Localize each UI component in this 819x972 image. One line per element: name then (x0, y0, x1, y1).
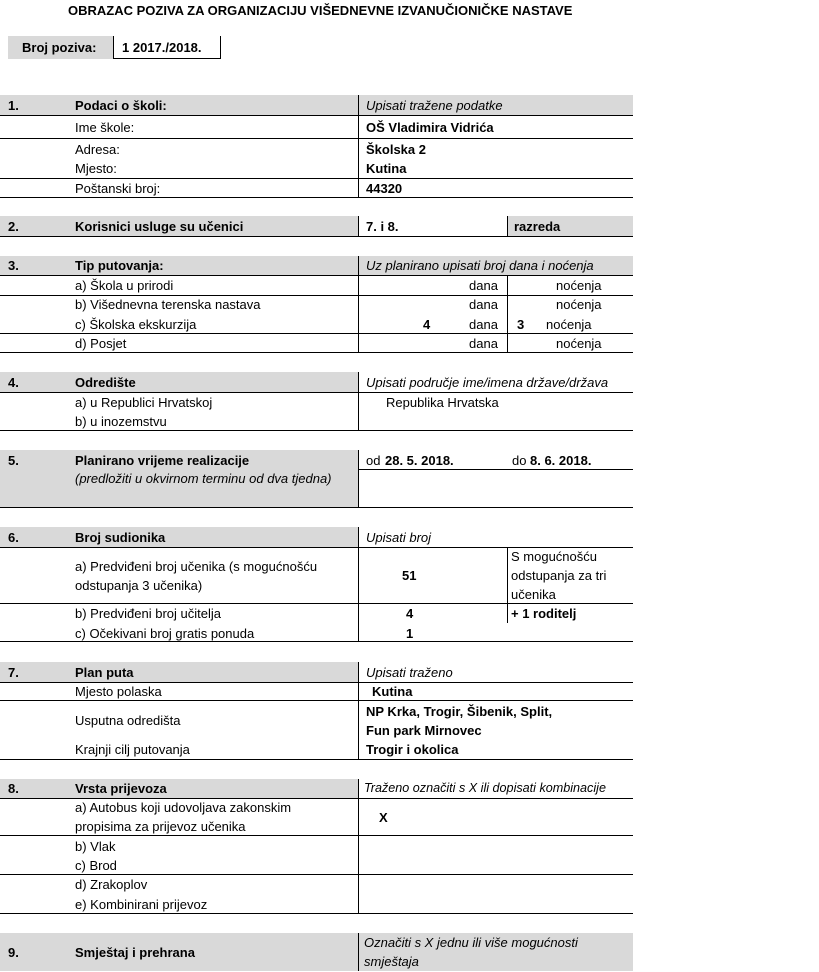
realizacija-od-value: 28. 5. 2018. (385, 453, 454, 468)
section-6-number: 6. (8, 530, 19, 545)
section-3-line-3 (0, 333, 633, 334)
usputna-odredista-value-1: NP Krka, Trogir, Šibenik, Split, (366, 704, 553, 719)
realizacija-do-label: do (512, 453, 527, 468)
section-2-divider-1 (358, 216, 359, 236)
broj-poziva-right-border (220, 36, 221, 59)
gratis-ponude-value: 1 (406, 626, 414, 641)
section-4-number: 4. (8, 375, 19, 390)
prijevoz-vlak-label: b) Vlak (75, 839, 116, 854)
realizacija-do-value: 8. 6. 2018. (530, 453, 592, 468)
section-8-hint: Traženo označiti s X ili dopisati kombinacije (364, 781, 606, 795)
section-6-header-bg (0, 527, 358, 547)
odrediste-ino-label: b) u inozemstvu (75, 414, 167, 429)
section-9-divider (358, 933, 359, 971)
prijevoz-zrakoplov-label: d) Zrakoplov (75, 877, 148, 892)
nocenja-label-c: noćenja (546, 317, 592, 332)
tip-nights-c: 3 (517, 317, 525, 332)
section-7-line-2 (0, 700, 633, 701)
tip-label-c: c) Školska ekskurzija (75, 317, 197, 332)
section-5-line-1 (358, 469, 633, 470)
nocenja-label-a: noćenja (556, 278, 602, 293)
tip-days-c: 4 (423, 317, 431, 332)
section-7-line-3 (0, 759, 633, 760)
section-8-number: 8. (8, 781, 19, 796)
tip-label-a: a) Škola u prirodi (75, 278, 174, 293)
broj-poziva-bottom-border (113, 58, 221, 59)
dana-label-a: dana (469, 278, 498, 293)
prijevoz-kombinirani-label: e) Kombinirani prijevoz (75, 897, 208, 912)
mjesto-polaska-value: Kutina (372, 684, 413, 699)
broj-ucenika-note: S mogućnošću odstupanja za tri učenika (511, 549, 607, 602)
prijevoz-autobus-value: X (379, 810, 388, 825)
dana-label-b: dana (469, 297, 498, 312)
section-3-divider-2 (507, 275, 508, 353)
broj-ucenika-label: a) Predviđeni broj učenika (s mogućnošću odstupanja 3 učenika) (75, 559, 318, 593)
section-8-divider (358, 779, 359, 914)
mjesto-value: Kutina (366, 161, 407, 176)
section-1-header-bg (0, 95, 358, 115)
broj-ucenika-value: 51 (402, 568, 417, 583)
section-8-line-4 (0, 913, 633, 914)
section-3-line-1 (0, 275, 633, 276)
section-1-hint: Upisati tražene podatke (366, 98, 503, 113)
section-4-header: Odredište (75, 375, 136, 390)
usputna-odredista-value-2: Fun park Mirnovec (366, 723, 482, 738)
section-4-line-1 (0, 392, 633, 393)
section-5-header: Planirano vrijeme realizacije (75, 453, 250, 468)
ime-skole-value: OŠ Vladimira Vidrića (366, 120, 494, 135)
section-3-number: 3. (8, 258, 19, 273)
broj-ucitelja-note: + 1 roditelj (511, 606, 577, 621)
mjesto-label: Mjesto: (75, 161, 117, 176)
section-8-line-2 (0, 835, 633, 836)
form-title: OBRAZAC POZIVA ZA ORGANIZACIJU VIŠEDNEVNE IZVANUČIONIČKE NASTAVE (68, 3, 573, 18)
broj-ucitelja-value: 4 (406, 606, 414, 621)
section-2-divider-2 (507, 216, 508, 236)
razredi-value: 7. i 8. (366, 219, 399, 234)
section-6-hint: Upisati broj (366, 530, 432, 545)
section-7-number: 7. (8, 665, 19, 680)
adresa-value: Školska 2 (366, 142, 426, 157)
gratis-ponude-label: c) Očekivani broj gratis ponuda (75, 626, 255, 641)
realizacija-note: (predložiti u okvirnom terminu od dva tjedna) (75, 471, 332, 486)
tip-label-b: b) Višednevna terenska nastava (75, 297, 261, 312)
section-6-divider-2 (507, 547, 508, 623)
realizacija-od-label: od (366, 453, 381, 468)
section-3-header-bg (0, 256, 358, 275)
section-7-hint: Upisati traženo (366, 665, 453, 680)
section-4-header-bg (0, 372, 358, 392)
section-2-number: 2. (8, 219, 19, 234)
dana-label-d: dana (469, 336, 498, 351)
section-1-line-1 (0, 115, 633, 116)
section-9-header: Smještaj i prehrana (75, 945, 195, 960)
postanski-broj-label: Poštanski broj: (75, 181, 161, 196)
section-6-line-3 (0, 641, 633, 642)
section-8-line-3 (0, 874, 633, 875)
section-6-divider-1 (358, 527, 359, 642)
section-6-header: Broj sudionika (75, 530, 166, 545)
section-9-hint: Označiti s X jednu ili više mogućnosti smještaja (364, 935, 578, 969)
adresa-label: Adresa: (75, 142, 120, 157)
dana-label-c: dana (469, 317, 498, 332)
section-1-number: 1. (8, 98, 19, 113)
section-6-line-2 (0, 603, 633, 604)
broj-ucitelja-label: b) Predviđeni broj učitelja (75, 606, 221, 621)
section-3-header: Tip putovanja: (75, 258, 164, 273)
section-3-divider-1 (358, 256, 359, 353)
section-1-line-2 (0, 138, 633, 139)
section-3-line-4 (0, 352, 633, 353)
section-8-header-bg (0, 779, 358, 798)
section-8-header: Vrsta prijevoza (75, 781, 167, 796)
section-1-divider (358, 95, 359, 198)
razreda-label: razreda (514, 219, 561, 234)
postanski-broj-value: 44320 (366, 181, 403, 196)
tip-label-d: d) Posjet (75, 336, 127, 351)
broj-poziva-label: Broj poziva: (22, 40, 97, 55)
section-9-number: 9. (8, 945, 19, 960)
section-4-hint: Upisati područje ime/imena države/država (366, 375, 609, 390)
broj-poziva-value: 1 2017./2018. (122, 40, 202, 55)
krajnji-cilj-value: Trogir i okolica (366, 742, 459, 757)
section-5-divider (358, 450, 359, 508)
broj-poziva-divider (113, 36, 114, 59)
mjesto-polaska-label: Mjesto polaska (75, 684, 162, 699)
section-3-hint: Uz planirano upisati broj dana i noćenja (366, 258, 594, 273)
krajnji-cilj-label: Krajnji cilj putovanja (75, 742, 190, 757)
section-7-line-1 (0, 682, 633, 683)
prijevoz-autobus-label: a) Autobus koji udovoljava zakonskim propisima za prijevoz učenika (75, 800, 292, 834)
section-5-number: 5. (8, 453, 19, 468)
section-4-line-2 (0, 430, 633, 431)
section-5-line-2 (0, 507, 633, 508)
usputna-odredista-label: Usputna odredišta (75, 713, 181, 728)
section-7-divider (358, 662, 359, 760)
section-1-line-3 (0, 178, 633, 179)
section-1-header: Podaci o školi: (75, 98, 167, 113)
odrediste-hr-value: Republika Hrvatska (386, 395, 499, 410)
section-2-line (0, 236, 633, 237)
nocenja-label-b: noćenja (556, 297, 602, 312)
nocenja-label-d: noćenja (556, 336, 602, 351)
prijevoz-brod-label: c) Brod (75, 858, 117, 873)
section-3-line-2 (0, 295, 633, 296)
odrediste-hr-label: a) u Republici Hrvatskoj (75, 395, 213, 410)
section-4-divider (358, 372, 359, 431)
section-1-line-4 (0, 197, 633, 198)
section-7-header-bg (0, 662, 358, 682)
section-2-header: Korisnici usluge su učenici (75, 219, 244, 234)
ime-skole-label: Ime škole: (75, 120, 135, 135)
section-7-header: Plan puta (75, 665, 134, 680)
